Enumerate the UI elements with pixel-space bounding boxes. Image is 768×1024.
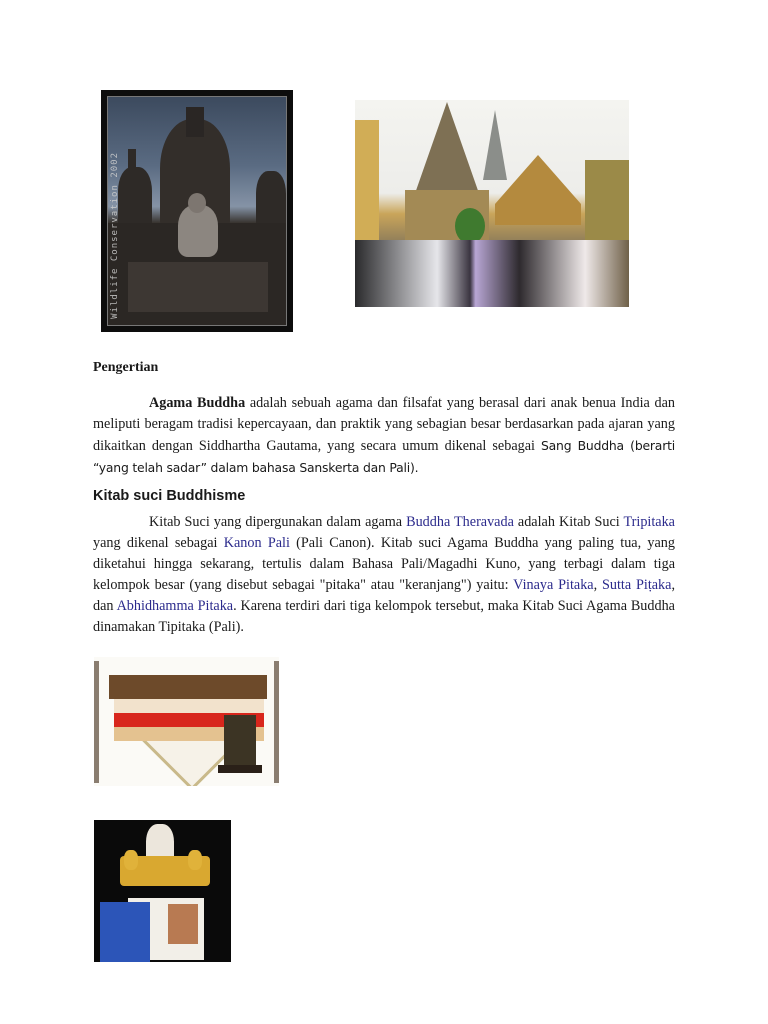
bold-term-agama-buddha: Agama Buddha [149,395,246,411]
statues-books-image [94,820,231,962]
link-tripitaka[interactable]: Tripitaka [623,514,675,530]
link-sutta-pitaka[interactable]: Sutta Piṭaka [601,577,672,593]
text: . Karena terdiri dari tiga kelompok tersebut, maka Kitab Suci Agama Buddha dinamakan Tipitaka (Pali). [93,598,675,635]
temple-image [355,100,629,307]
section-heading-kitab-suci: Kitab suci Buddhisme [93,488,246,504]
link-buddha-theravada[interactable]: Buddha Theravada [406,514,514,530]
paragraph-text: adalah sebuah agama dan filsafat yang berasal dari anak benua India dan meliputi beragam tradisi kepercayaan, dan praktik yang sebagian besar berdasarkan pada ajaran yang dikaitkan dengan Siddhartha Gautama, yang secara umum dikenal sebagai [93,395,675,454]
tripitaka-box-image [94,657,279,786]
paragraph-tail: Sang Buddha (berarti “yang telah sadar” dalam bahasa Sanskerta dan Pali). [93,438,675,475]
text: (Pali Canon). Kitab suci Agama Buddha yang paling tua, yang diketahui hingga sekarang, tertulis dalam Bahasa Pali/Magadhi Kuno, yang terbagi dalam tiga kelompok besar (yang disebut sebagai "pitaka" atau "keranjang") yaitu: [93,535,675,593]
link-kanon-pali[interactable]: Kanon Pali [223,535,290,551]
text: adalah Kitab Suci [513,514,624,530]
link-vinaya-pitaka[interactable]: Vinaya Pitaka [513,577,594,593]
text: yang dikenal sebagai [93,535,224,551]
paragraph-pengertian [93,393,675,479]
paragraph-kitab-suci [93,512,675,638]
link-abhidhamma-pitaka[interactable]: Abhidhamma Pitaka [116,598,234,614]
text: , dan [93,577,675,614]
text: Kitab Suci yang dipergunakan dalam agama [149,514,407,530]
section-heading-pengertian: Pengertian [93,360,159,375]
borobudur-image [101,90,293,332]
text: , [593,577,602,593]
watermark-text: Wildlife Conservation 2002 [110,152,120,319]
